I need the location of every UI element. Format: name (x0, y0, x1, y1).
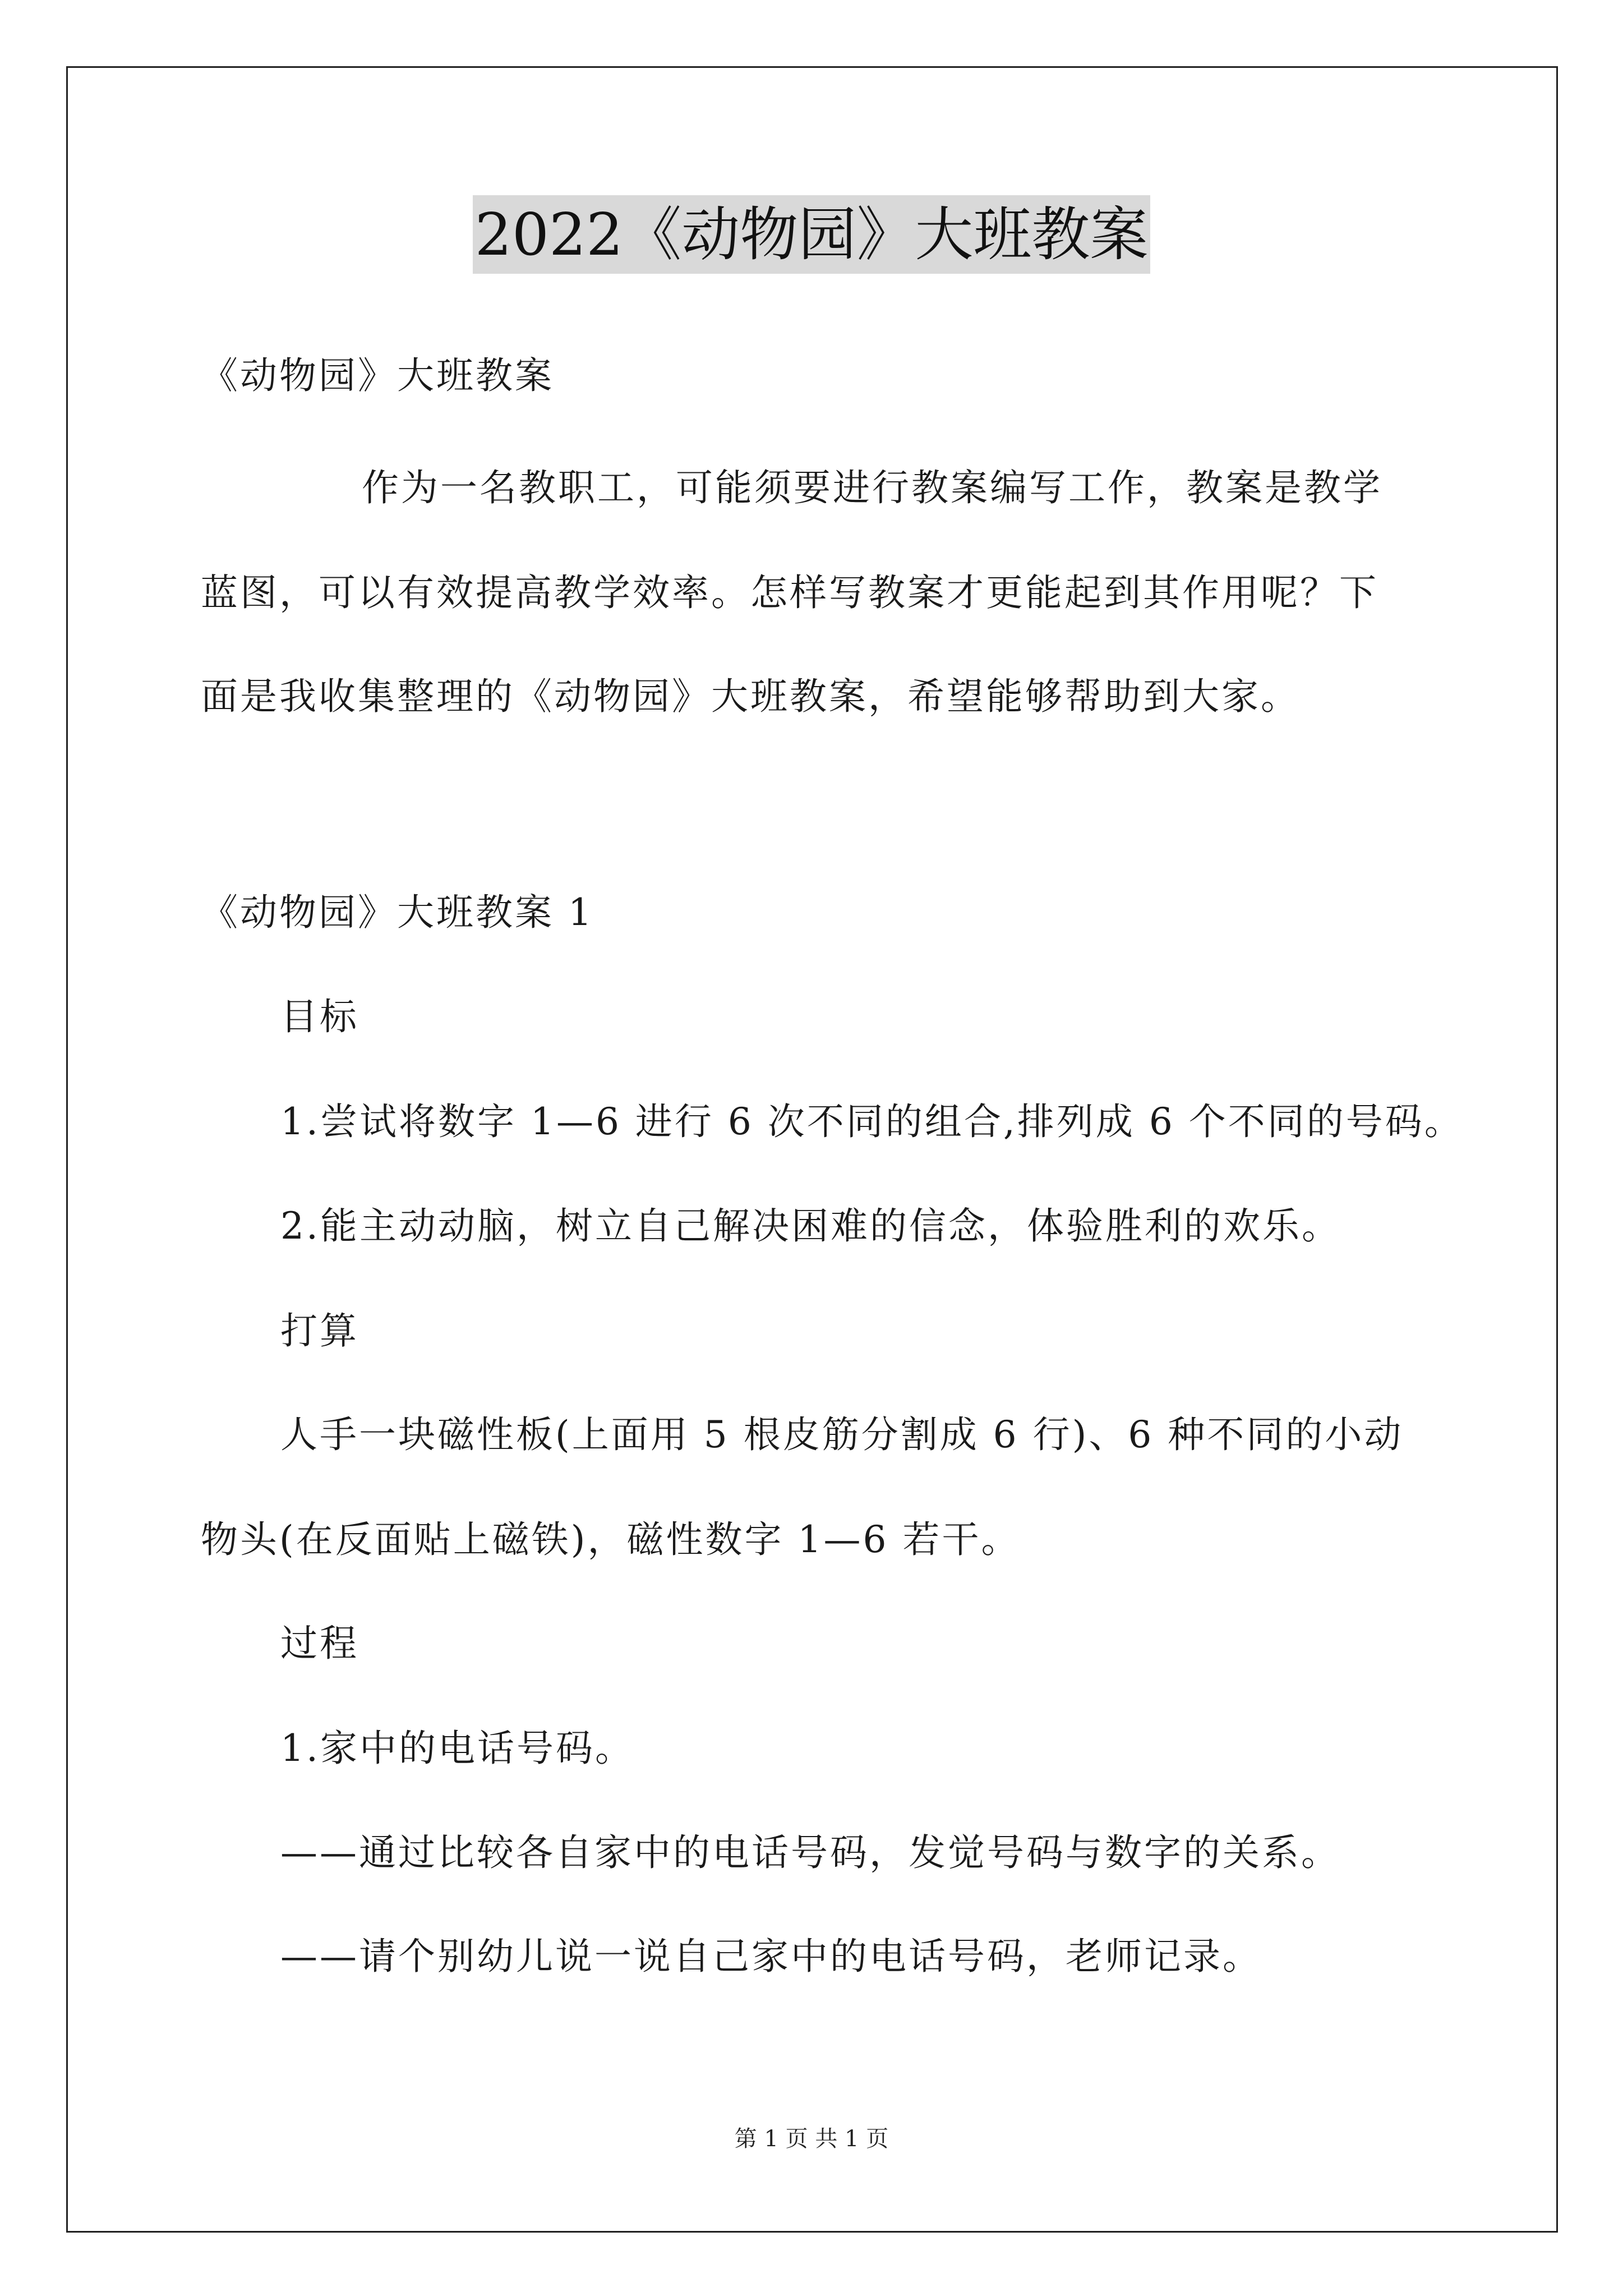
title-container (0, 195, 1623, 274)
prep-heading: 打算 (280, 1309, 359, 1352)
process-line-1: 1.家中的电话号码。 (280, 1727, 634, 1770)
intro-line-1: 作为一名教职工，可能须要进行教案编写工作，教案是教学 (362, 466, 1382, 509)
intro-line-3: 面是我收集整理的《动物园》大班教案，希望能够帮助到大家。 (201, 675, 1300, 718)
prep-line-1: 人手一块磁性板(上面用 5 根皮筋分割成 6 行)、6 种不同的小动 (280, 1413, 1404, 1456)
section-heading: 《动物园》大班教案 1 (201, 891, 594, 934)
subtitle: 《动物园》大班教案 (201, 354, 554, 397)
goal-heading: 目标 (280, 995, 359, 1038)
page-footer: 第 1 页 共 1 页 (734, 2126, 889, 2152)
process-heading: 过程 (280, 1622, 359, 1665)
goal-item-2: 2.能主动动脑，树立自己解决困难的信念，体验胜利的欢乐。 (280, 1204, 1341, 1248)
prep-line-2: 物头(在反面贴上磁铁)，磁性数字 1—6 若干。 (201, 1518, 1021, 1561)
goal-item-1: 1.尝试将数字 1—6 进行 6 次不同的组合,排列成 6 个不同的号码。 (280, 1100, 1464, 1143)
document-title: 2022《动物园》大班教案 (473, 195, 1151, 274)
process-line-2: ——通过比较各自家中的电话号码，发觉号码与数字的关系。 (280, 1831, 1340, 1874)
process-line-3: ——请个别幼儿说一说自己家中的电话号码，老师记录。 (280, 1935, 1262, 1978)
intro-line-2: 蓝图，可以有效提高教学效率。怎样写教案才更能起到其作用呢？下 (201, 571, 1378, 614)
